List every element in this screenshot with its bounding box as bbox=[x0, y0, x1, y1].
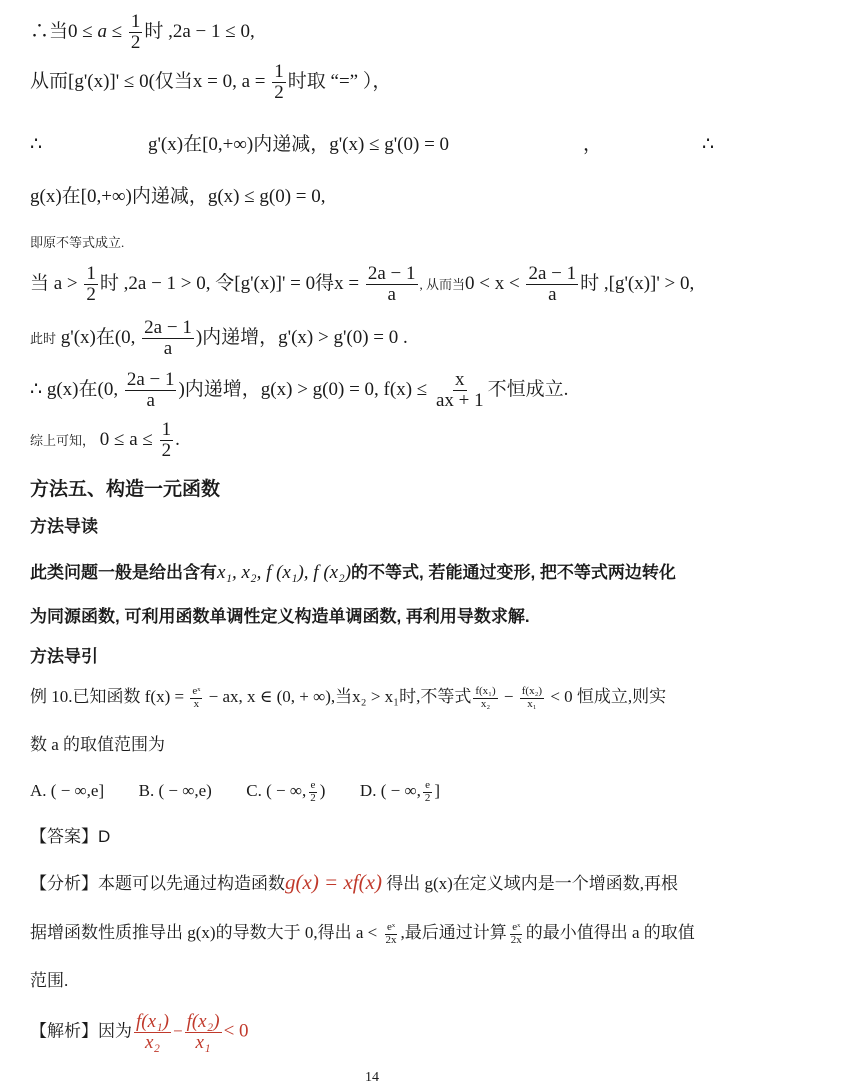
line-case-a-gt-half: 当 a > $\frac{1}{2}$ 时 ,2a − 1 > 0, 令[g'(x)]' = 0得x = $\frac{2a - 1}{a}$ , 从而当0 < x < $\frac{2a - 1}{a}$ 时 ,[g'(x)]' > 0, bbox=[30, 263, 695, 305]
option-a: A. ( − ∞,e] bbox=[30, 780, 105, 800]
answer: 【答案】D bbox=[30, 827, 111, 846]
method-reading-title: 方法导读 bbox=[30, 517, 98, 536]
section-heading: 方法五、构造一元函数 bbox=[30, 479, 221, 500]
option-d: D. ( − ∞, $\frac{e}{2}$ ] bbox=[359, 779, 440, 804]
example-10-line2: 数 a 的取值范围为 bbox=[30, 735, 166, 754]
line-inequality-holds: 即原不等式成立. bbox=[30, 235, 125, 250]
analysis-line2: 据增函数性质推导出 g(x)的导数大于 0,得出 a < $\frac{\text{eˣ}}{2x}$ ,最后通过计算 $\frac{\text{eˣ}}{2x}$ 的最小值得出 a 的取值 bbox=[30, 921, 695, 946]
example-options bbox=[30, 780, 440, 804]
option-c: C. ( − ∞, $\frac{e}{2}$ ) bbox=[246, 779, 326, 804]
line-g-decreasing: g(x)在[0,+∞)内递减，g(x) ≤ g(0) = 0, bbox=[30, 186, 326, 207]
solution: 【解析】因为 $\frac{\text{f(x₁)}}{\text{x₂}}$ − $\frac{\text{f(x₂)}}{\text{x₁}}$ < 0 bbox=[30, 1011, 249, 1053]
analysis-line1: 【分析】本题可以先通过构造函数g(x) = xf(x) 得出 g(x)在定义域内是一个增函数,再根 bbox=[30, 870, 679, 894]
method-reading-line2: 为同源函数, 可利用函数单调性定义构造单调函数, 再利用导数求解. bbox=[30, 607, 530, 626]
line-condition-a: ∴当0 ≤ a ≤ $\frac{1}{2}$ 时 ,2a − 1 ≤ 0, bbox=[30, 11, 255, 53]
fraction: $\frac{1}{2}$ bbox=[130, 11, 141, 53]
page-number: 14 bbox=[365, 1070, 379, 1085]
line-g-prime-decreasing: ∴ g'(x)在[0,+∞)内递减，g'(x) ≤ g'(0) = 0 ， ∴ bbox=[30, 134, 715, 155]
method-reading-line1: 此类问题一般是给出含有x₁, x₂, f (x₁), f (x₂)的不等式, 若能通过变形, 把不等式两边转化 bbox=[30, 562, 676, 583]
example-10-line1: 例 10.已知函数 f(x) = $\frac{\text{eˣ}}{x}$ − ax, x ∈ (0, + ∞),当x₂ > x₁时,不等式 $\frac{\text{f(x₁)}}{\text{x₂}}$ − $\frac{\text{f(x₂)}}{\text{x₁}}$ < 0 恒成立,则实 bbox=[30, 685, 667, 710]
analysis-line3: 范围. bbox=[30, 971, 69, 990]
fraction: $\frac{1}{2}$ bbox=[274, 61, 284, 103]
line-conclusion: 综上可知， 0 ≤ a ≤ $\frac{1}{2}$ . bbox=[30, 419, 180, 461]
line-g-prime-increasing: 此时 g'(x)在(0, $\frac{2a - 1}{a}$ )内递增，g'(x) > g'(0) = 0 . bbox=[30, 317, 408, 359]
line-derivative-sign: 从而[g'(x)]' ≤ 0(仅当x = 0, a = $\frac{1}{2}$ 时取 “=” ）， bbox=[30, 61, 392, 103]
option-b: B. ( − ∞,e) bbox=[138, 780, 212, 800]
method-guide-title: 方法导引 bbox=[30, 647, 98, 666]
line-not-always-true: ∴ g(x)在(0, $\frac{2a - 1}{a}$ )内递增，g(x) > g(0) = 0, f(x) ≤ $\frac{x}{ax + 1}$ 不恒成立. bbox=[30, 369, 569, 411]
